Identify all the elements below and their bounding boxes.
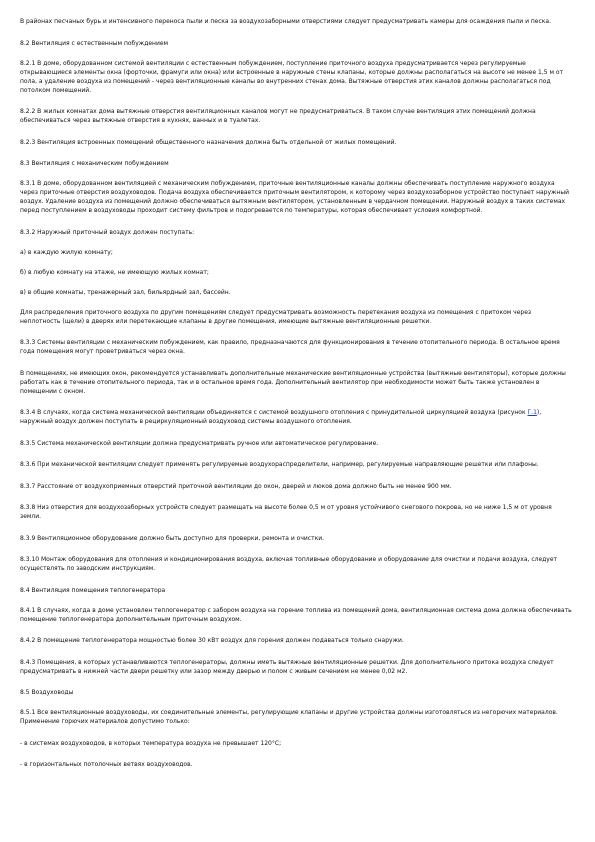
paragraph-8-3-1: 8.3.1 В доме, оборудованном вентиляцией с механическим побуждением, приточные вентиляционные каналы должны обеспечивать поступление наружного воздуха через приточные отверстия воздуховодов. Подача воздуха обеспечивается приточным вентилятором, к которому через воздухозаборное устройство поступает наружный воздух. Удаление воздуха из помещений должно обеспечиваться вытяжным вентилятором, установленным в чердачном помещении. Наружный воздух в таких системах перед поступлением в воздуховоды проходит систему фильтров и подогревается по температуры, которая обеспечивает условия комфортной.: [20, 180, 569, 214]
paragraph-8-3-9: 8.3.9 Вентиляционное оборудование должно быть доступно для проверки, ремонта и очистки.: [20, 534, 325, 542]
list-item-dash-2: - в горизонтальных потолочных ветвях воздуховодов.: [20, 761, 193, 768]
paragraph-8-3-3: 8.3.3 Системы вентиляции с механическим побуждением, как правило, предназначаются для функционирования в течение отопительного периода. В остальное время года помещения могут проветриваться через окна.: [20, 339, 560, 355]
paragraph-8-5-1: 8.5.1 Все вентиляционные воздуховоды, их соединительные элементы, регулирующие клапаны и другие устройства должны изготовляться из негорючих материалов. Применение горючих материалов допустимо только:: [20, 709, 558, 725]
paragraph-8-3-4: [20, 408, 573, 426]
paragraph-8-2-2: 8.2.2 В жилых комнатах дома вытяжные отверстия вентиляционных каналов могут не предусматриваться. В таком случае вентиляция этих помещений должна обеспечиваться через вытяжные отверстия в кухнях, ванных и в туалетах.: [20, 108, 536, 124]
paragraph-8-4-2: 8.4.2 В помещение теплогенератора мощностью более 30 кВт воздух для горения должен подаваться только снаружи.: [20, 637, 404, 644]
paragraph-8-2-3: 8.2.3 Вентиляция встроенных помещений общественного назначения должна быть отдельной от жилых помещений.: [20, 138, 397, 146]
paragraph-8-3-8: 8.3.8 Низ отверстия для воздухозаборных устройств следует размещать на высоте более 0,5 м от уровня устойчивого снегового покрова, но не ниже 1,5 м от уровня земли.: [20, 504, 552, 520]
paragraph-8-3-4-end: ), наружный воздух должен поступать в рециркуляционный воздуховод системы воздушного отопления.: [20, 409, 542, 425]
paragraph-8-2-1: 8.2.1 В доме, оборудованном системой вентиляции с естественным побуждением, поступление приточного воздуха предусматривается через регулируемые открывающиеся элементы окна (форточки, фрамуги или окна) или встроенные в наружные стены клапаны, которые должны располагаться на высоте не менее 1,5 м от пола, а удаление воздуха из помещений - через вентиляционные каналы во внутренних стенах дома. Вытяжные отверстия этих каналов должны располагаться под потолком помещений.: [20, 59, 564, 94]
paragraph-8-3-10: 8.3.10 Монтаж оборудования для отопления и кондиционирования воздуха, включая топливные оборудование и оборудование для очистки и подачи воздуха, следует осуществлять по заводским инструкциям.: [20, 556, 558, 572]
paragraph-dust-chambers: В районах песчаных бурь и интенсивного переноса пыли и песка за воздухозаборными отверстиями следует предусматривать камеры для осаждения пыли и песка.: [20, 18, 552, 25]
paragraph-8-3-2: 8.3.2 Наружный приточный воздух должен поступать:: [20, 228, 195, 236]
paragraph-8-4-3: 8.4.3 Помещения, в которых устанавливаются теплогенераторы, должны иметь вытяжные вентиляционные решетки. Для дополнительного притока воздуха следует предусматривать в нижней части двери решетку или зазор между дверью и полом с живым сечением не менее 0,02 м2.: [20, 658, 554, 675]
paragraph-air-distribution: Для распределения приточного воздуха по другим помещениям следует предусматривать возможность перетекания воздуха из помещения с притоком через неплотность (щели) в дверях или перетекающие клапаны в другие помещения, имеющие вытяжные вентиляционные решетки.: [20, 308, 532, 325]
paragraph-8-3-4-start: 8.3.4 В случаях, когда система механической вентиляции объединяется с системой воздушного отопления с принудительной циркуляцией воздуха (рисунок: [20, 409, 528, 416]
section-heading-8-5: 8.5 Воздуховоды: [20, 689, 74, 696]
list-item-c: в) в общие комнаты, тренажерный зал, бильярдный зал, бассейн.: [20, 288, 231, 296]
figure-link-g1[interactable]: Г.1: [527, 409, 537, 416]
paragraph-8-3-5: 8.3.5 Система механической вентиляции должна предусматривать ручное или автоматическое регулирование.: [20, 439, 379, 447]
paragraph-windowless-rooms: В помещениях, не имеющих окон, рекомендуется устанавливать дополнительные механические вентиляционные устройства (вытяжные вентиляторы), которые должны работать как в течение отопительного периода, так и в остальное время года. Дополнительный вентилятор при необходимости может быть также установлен в помещении с окном.: [20, 369, 566, 395]
section-heading-8-3: 8.3 Вентиляция с механическим побуждением: [20, 160, 169, 167]
section-heading-8-4: 8.4 Вентиляция помещения теплогенератора: [20, 586, 166, 594]
paragraph-8-4-1: 8.4.1 В случаях, когда в доме установлен теплогенератор с забором воздуха на горение топлива из помещений дома, вентиляционная система дома должна обеспечивать помещение теплогенератора дополнительным приточным воздухом.: [20, 606, 572, 623]
paragraph-8-3-7: 8.3.7 Расстояние от воздухоприемных отверстий приточной вентиляции до окон, дверей и люков дома должно быть не менее 900 мм.: [20, 482, 452, 490]
paragraph-8-3-6: 8.3.6 При механической вентиляции следует применять регулируемые воздухораспределители, например, регулируемые направляющие решетки или плафоны.: [20, 461, 539, 468]
list-item-a: а) в каждую жилую комнату;: [20, 248, 113, 256]
list-item-dash-1: - в системах воздуховодов, в которых температура воздуха не превышает 120°C;: [20, 739, 282, 747]
list-item-b: б) в любую комнату на этаже, не имеющую жилых комнат;: [20, 268, 209, 276]
section-heading-8-2: 8.2 Вентиляция с естественным побуждением: [20, 39, 169, 47]
